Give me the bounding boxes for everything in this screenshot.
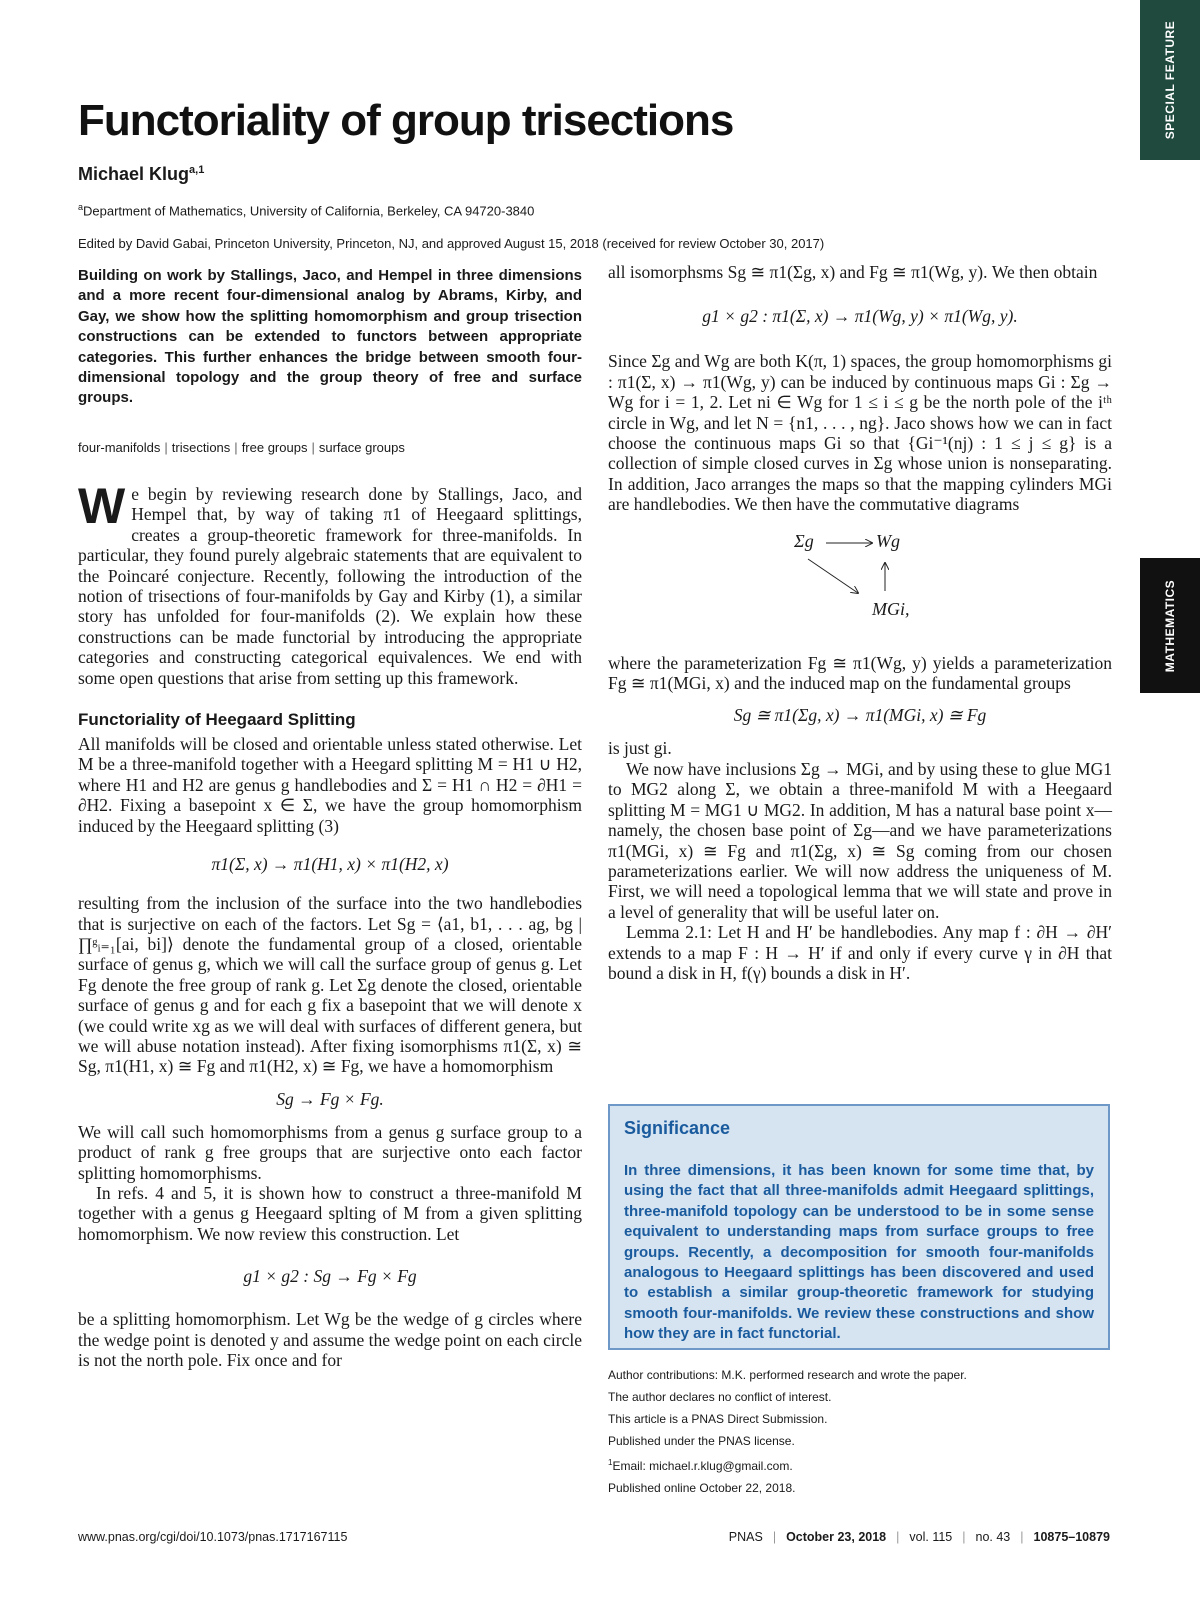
paragraph: In refs. 4 and 5, it is shown how to construct a three-manifold M together with a genus g Heegaard splting of M from a given splitting homomorphism. We now review this construction. Let [78,1182,582,1244]
significance-text: In three dimensions, it has been known for some time that, by using the fact that all three-manifolds admit Heegaard splittings, three-manifold topology can be understood to be in some sense equivalent to understanding maps from surface groups to free groups. Recently, a decomposition for smooth four-manifolds analogous to Heegaard splittings has been discovered and used to establish a similar group-theoretic framework for studying smooth four-manifolds. We review these constructions and show how they are in fact functorial. [624,1162,1094,1343]
keywords: four-manifolds | trisections | free groups | surface groups [78,440,405,455]
equation: π1(Σ, x) → π1(H1, x) × π1(H2, x) [211,854,449,875]
keyword[interactable]: surface groups [318,440,405,455]
article-title: Functoriality of group trisections [78,96,734,145]
drop-cap: W [78,478,126,534]
equation: g1 × g2 : Sg → Fg × Fg [243,1266,417,1287]
paragraph: We now have inclusions Σg → MGi, and by using these to glue MG1 to MG2 along Σ, we obtain a three-manifold M with a Heegaard splitting M = MG1 ∪ MG2. In addition, M has a natural base point x—namely, the chosen base point of Σg—and we have parameterizations π1(MGi, x) ≅ Fg and π1(Σg, x) ≅ Sg coming from our chosen parameterizations earlier. We will now address the uniqueness of M. First, we will need a topological lemma that we will state and prove in a level of generality that will be useful later on. [608,758,1112,922]
note-license: Published under the PNAS license. [608,1434,795,1448]
keyword[interactable]: four-manifolds [78,440,161,455]
issue-number: no. 43 [975,1530,1011,1544]
note-email[interactable]: $^1$Email: michael.r.klug@gmail.com. [608,1458,793,1473]
paragraph: be a splitting homomorphism. Let Wg be the wedge of g circles where the wedge point is denoted y and assume the wedge point on each circle is not the north pole. Fix once and for [78,1309,582,1370]
significance-heading: Significance [624,1118,731,1138]
intro-paragraph: We begin by reviewing research done by Stallings, Jaco, and Hempel that, by way of taking π1 of Heegaard splittings, creates a group-theoretic framework for three-manifolds. In particular, they found purely algebraic statements that are equivalent to the Poincaré conjecture. Recently, following the introduction of the notion of trisections of four-manifolds by Gay and Kirby (1), a similar story has unfolded for four-manifolds (2). We explain how these constructions can be made functorial by introducing the appropriate categories and constructing categorical equivalences. We end with some open questions that arise from setting up this framework. [78,478,582,688]
keyword[interactable]: free groups [241,440,308,455]
abstract: Building on work by Stallings, Jaco, and Hempel in three dimensions and a more recent four-dimensional analog by Abrams, Kirby, and Gay, we show how the splitting homomorphism and group trisection constructions can be extended to functors between appropriate categories. This further enhances the bridge between smooth four-dimensional topology and the group theory of free and surface groups. [78,267,582,407]
lemma-paragraph: Lemma 2.1: Let H and H′ be handlebodies. Any map f : ∂H → ∂H′ extends to a map F : H → H′ if and only if every curve γ in ∂H that bound a disk in H, f(γ) bounds a disk in H′. [608,922,1112,983]
note-published: Published online October 22, 2018. [608,1481,796,1495]
issue-date: October 23, 2018 [786,1530,887,1544]
journal-name: PNAS [728,1530,763,1544]
page-range: 10875–10879 [1033,1530,1110,1544]
diagram-source: Σg [794,530,814,551]
volume: vol. 115 [909,1530,953,1544]
right-column-body [608,262,1112,983]
equation: Sg ≅ π1(Σg, x) → π1(MGi, x) ≅ Fg [733,705,987,726]
doi-link[interactable]: www.pnas.org/cgi/doi/10.1073/pnas.1717167115 [78,1530,348,1544]
equation: g1 × g2 : π1(Σ, x) → π1(Wg, y) × π1(Wg, y). [702,306,1018,327]
paragraph: all isomorphsms Sg ≅ π1(Σg, x) and Fg ≅ π1(Wg, y). We then obtain [608,262,1098,282]
diagram-target: Wg [876,530,900,551]
author-notes [608,1364,967,1499]
edited-by: Edited by David Gabai, Princeton University, Princeton, NJ, and approved August 15, 2018 (received for review October 30, 2017) [78,236,825,251]
paragraph: All manifolds will be closed and orientable unless stated otherwise. Let M be a three-manifold together with a Heegard splitting M = H1 ∪ H2, where H1 and H2 are genus g handlebodies and Σ = H1 ∩ H2 = ∂H1 = ∂H2. Fixing a basepoint x ∈ Σ, we have the group homomorphism induced by the Heegaard splitting (3) [78,734,582,836]
section-heading: Functoriality of Heegaard Splitting [78,710,356,730]
commutative-diagram [608,529,1112,639]
paragraph: is just gi. [608,738,672,759]
author-name: Michael Klug$^{a,1}$ [78,164,205,184]
affiliation: $^a$Department of Mathematics, University of California, Berkeley, CA 94720-3840 [78,202,535,219]
significance-box [608,1104,1110,1350]
paragraph: where the parameterization Fg ≅ π1(Wg, y) yields a parameterization Fg ≅ π1(MGi, x) and the induced map on the fundamental groups [608,652,1112,694]
keyword[interactable]: trisections [171,440,231,455]
paragraph: resulting from the inclusion of the surface into the two handlebodies that is surjective on each of the factors. Let Sg = ⟨a1, b1, . . . ag, bg | ∏ᵍᵢ₌₁[ai, bi]⟩ denote the fundamental group of a closed, orientable surface of genus g, which we will call the surface group of genus g. Let Fg denote the free group of rank g. Let Σg denote the closed, orientable surface of genus g and for each g fix a basepoint that we will denote x (we could write xg as we will deal with surfaces of different genera, but we will abuse notation instead). After fixing isomorphisms π1(Σ, x) ≅ Sg, π1(H1, x) ≅ Fg and π1(H2, x) ≅ Fg, we have a homomorphism [78,893,582,1077]
special-feature-tab: SPECIAL FEATURE [1140,0,1200,160]
note-conflict: The author declares no conflict of interest. [608,1390,832,1404]
paragraph: Since Σg and Wg are both K(π, 1) spaces, the group homomorphisms gi : π1(Σ, x) → π1(Wg, y) can be induced by continuous maps Gi : Σg → Wg for i = 1, 2. Let ni ∈ Wg for 1 ≤ i ≤ g be the north pole of the iᵗʰ circle in Wg, and let N = {n1, . . . , ng}. Jaco shows how we can in fact choose the continuous maps Gi so that {Gi⁻¹(nj) : 1 ≤ j ≤ g} is a collection of simple closed curves in Σg whose union is nonseparating. In addition, Jaco arranges the maps so that the mapping cylinders MGi are handlebodies. We then have the commutative diagrams [608,351,1112,515]
diagram-bottom: MGi, [872,598,910,619]
equation: Sg → Fg × Fg. [276,1088,384,1109]
arrow-diagonal [808,559,858,593]
left-column-body [78,478,582,1370]
note-submission: This article is a PNAS Direct Submission. [608,1412,828,1426]
note-contributions: Author contributions: M.K. performed research and wrote the paper. [608,1368,967,1382]
section-tab-mathematics: MATHEMATICS [1140,558,1200,693]
paragraph: We will call such homomorphisms from a genus g surface group to a product of rank g free groups that are surjective onto each factor splitting homomorphisms. [78,1121,582,1183]
diagram-arrows [608,529,1112,639]
journal-info: PNAS | October 23, 2018 | vol. 115 | no. 43 | 10875–10879 [728,1530,1110,1544]
